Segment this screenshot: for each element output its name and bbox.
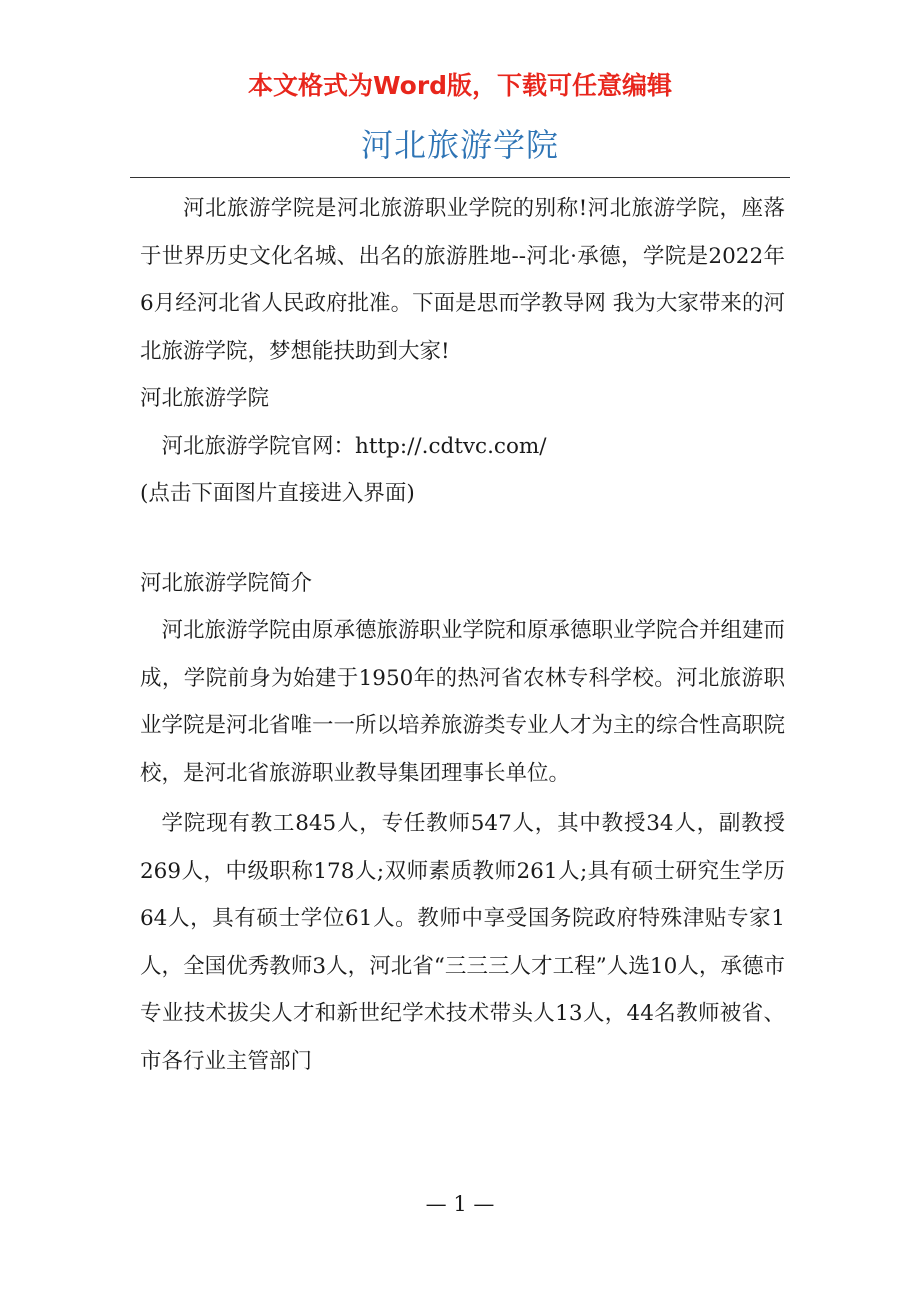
section-heading: 河北旅游学院 bbox=[140, 386, 270, 411]
format-banner: 本文格式为Word版，下载可任意编辑 bbox=[247, 71, 673, 100]
history-paragraph: 河北旅游学院由原承德旅游职业学院和原承德职业学院合并组建而成，学院前身为始建于1950年的热河省农林专科学校。河北旅游职业学院是河北省唯一一所以培养旅游类专业人才为主的综合性高职院校，是河北省旅游职业教导集团理事长单位。 bbox=[140, 618, 786, 786]
blank-line bbox=[140, 518, 785, 560]
document-title: 河北旅游学院 bbox=[360, 126, 559, 164]
faculty-paragraph: 学院现有教工845人，专任教师547人，其中教授34人，副教授269人，中级职称178人;双师素质教师261人;具有硕士研究生学历64人，具有硕士学位61人。教师中享受国务院政府特殊津贴专家1人，全国优秀教师3人，河北省“三三三人才工程”人选10人，承德市专业技术拔尖人才和新世纪学术技术带头人13人，44名教师被省、市各行业主管部门 bbox=[140, 811, 785, 1074]
intro-paragraph: 河北旅游学院是河北旅游职业学院的别称!河北旅游学院，座落于世界历史文化名城、出名的旅游胜地--河北·承德，学院是2022年6月经河北省人民政府批准。下面是思而学教导网 我为大家带来的河北旅游学院，梦想能扶助到大家! bbox=[140, 196, 785, 364]
title-divider bbox=[130, 177, 790, 178]
section-heading-intro: 河北旅游学院简介 bbox=[140, 570, 313, 596]
click-note: (点击下面图片直接进入界面) bbox=[140, 481, 415, 506]
document-body bbox=[140, 185, 785, 1085]
website-line: 河北旅游学院官网：http://.cdtvc.com/ bbox=[161, 433, 547, 459]
page-number: — 1 — bbox=[425, 1192, 495, 1216]
